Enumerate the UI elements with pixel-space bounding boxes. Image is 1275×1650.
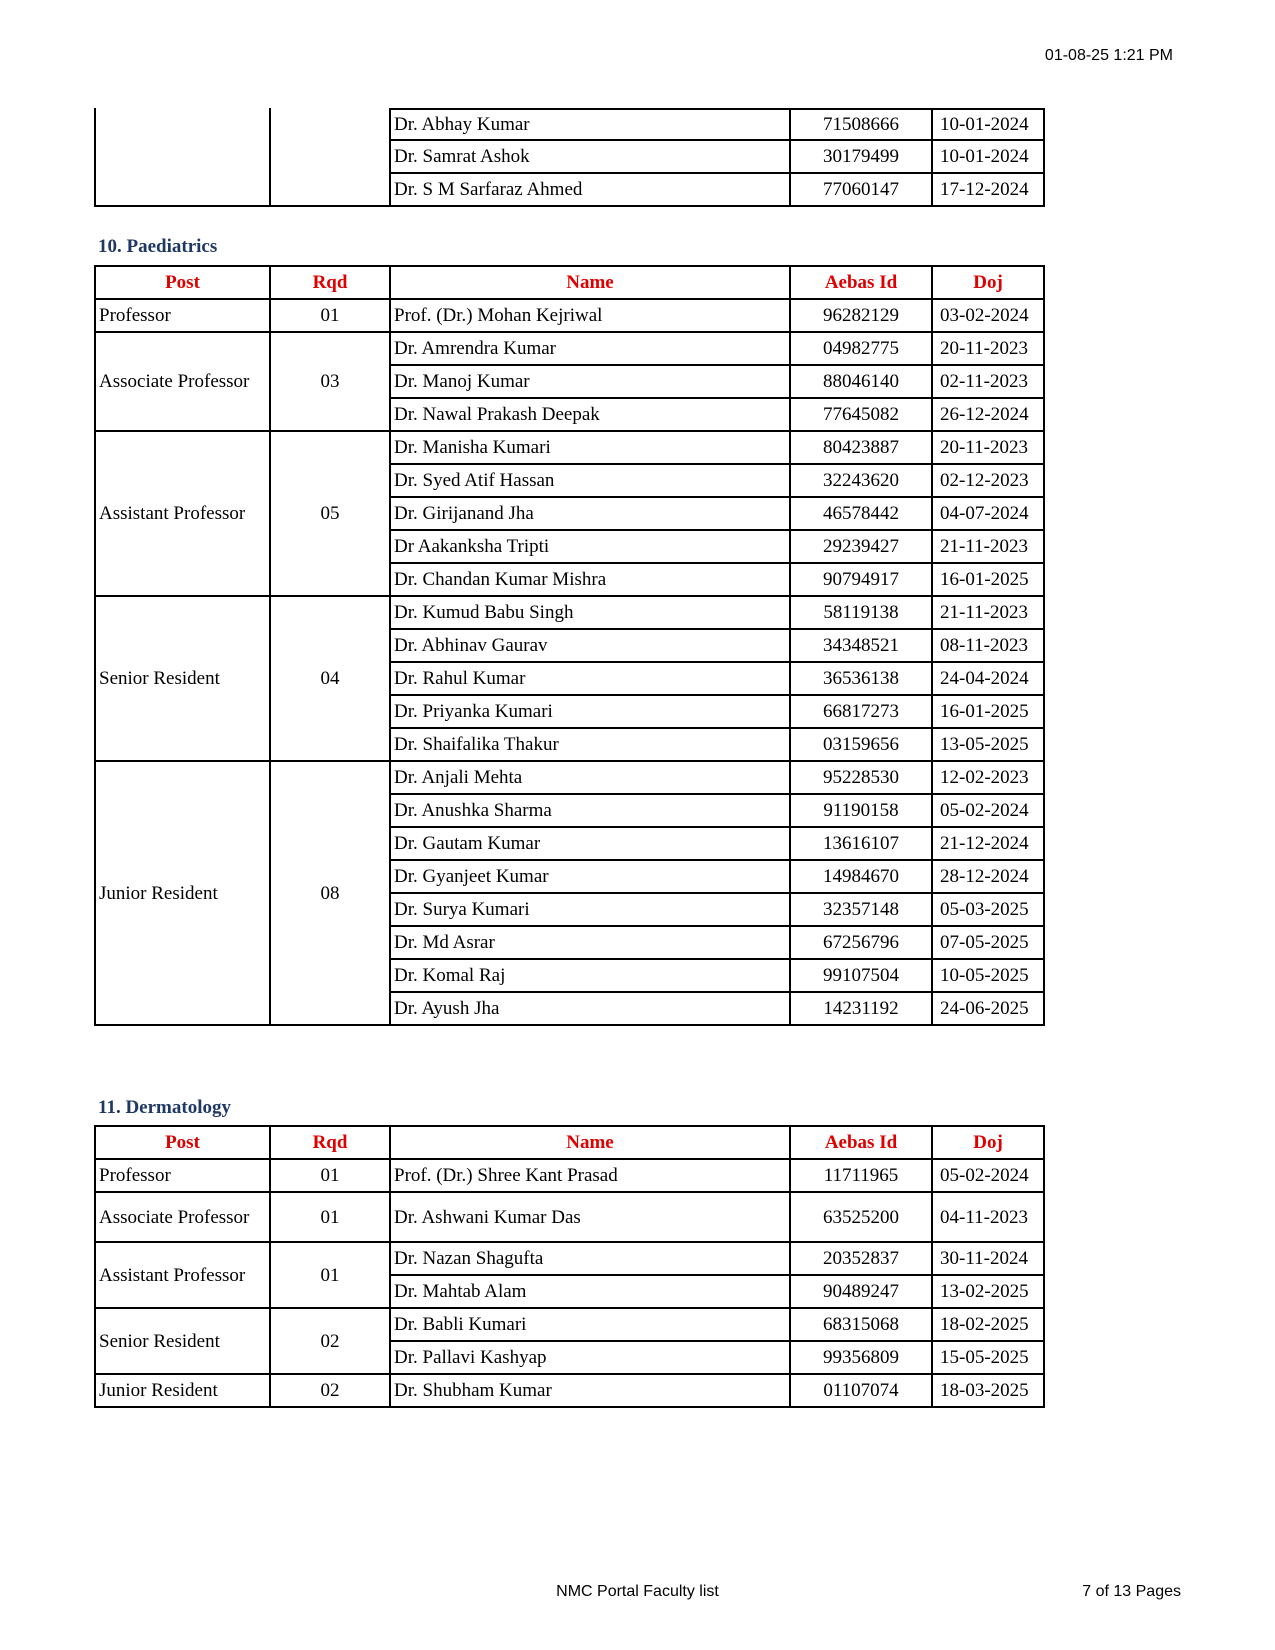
- name-cell: Dr. Priyanka Kumari: [391, 696, 791, 729]
- name-cell: Dr. Shubham Kumar: [391, 1375, 791, 1408]
- name-cell: Dr Aakanksha Tripti: [391, 531, 791, 564]
- name-cell: Dr. Ayush Jha: [391, 993, 791, 1026]
- rqd-cell: 02: [271, 1375, 391, 1408]
- aebas-id-cell: 01107074: [791, 1375, 933, 1408]
- doj-cell: 16-01-2025: [933, 696, 1045, 729]
- name-cell: Dr. Surya Kumari: [391, 894, 791, 927]
- name-cell: Prof. (Dr.) Shree Kant Prasad: [391, 1160, 791, 1193]
- doj-cell: 10-01-2024: [933, 141, 1045, 174]
- column-header-name: Name: [391, 1127, 791, 1160]
- aebas-id-cell: 14231192: [791, 993, 933, 1026]
- doj-cell: 04-11-2023: [933, 1193, 1045, 1243]
- post-cell: [96, 108, 271, 207]
- doj-cell: 13-02-2025: [933, 1276, 1045, 1309]
- doj-cell: 24-04-2024: [933, 663, 1045, 696]
- doj-cell: 15-05-2025: [933, 1342, 1045, 1375]
- name-cell: Prof. (Dr.) Mohan Kejriwal: [391, 300, 791, 333]
- doj-cell: 21-11-2023: [933, 531, 1045, 564]
- aebas-id-cell: 30179499: [791, 141, 933, 174]
- doj-cell: 20-11-2023: [933, 333, 1045, 366]
- faculty-table-paediatrics: [94, 265, 1045, 1026]
- column-header-doj: Doj: [933, 1127, 1045, 1160]
- doj-cell: 04-07-2024: [933, 498, 1045, 531]
- doj-cell: 26-12-2024: [933, 399, 1045, 432]
- doj-cell: 21-11-2023: [933, 597, 1045, 630]
- aebas-id-cell: 67256796: [791, 927, 933, 960]
- name-cell: Dr. Syed Atif Hassan: [391, 465, 791, 498]
- name-cell: Dr. Amrendra Kumar: [391, 333, 791, 366]
- name-cell: Dr. Nazan Shagufta: [391, 1243, 791, 1276]
- name-cell: Dr. Anushka Sharma: [391, 795, 791, 828]
- post-cell: Senior Resident: [96, 597, 271, 762]
- name-cell: Dr. Gyanjeet Kumar: [391, 861, 791, 894]
- aebas-id-cell: 99356809: [791, 1342, 933, 1375]
- column-header-aebas-id: Aebas Id: [791, 1127, 933, 1160]
- rqd-cell: 01: [271, 1193, 391, 1243]
- aebas-id-cell: 96282129: [791, 300, 933, 333]
- name-cell: Dr. Kumud Babu Singh: [391, 597, 791, 630]
- aebas-id-cell: 63525200: [791, 1193, 933, 1243]
- name-cell: Dr. Komal Raj: [391, 960, 791, 993]
- page-number: 7 of 13 Pages: [1082, 1583, 1181, 1600]
- rqd-cell: 01: [271, 1160, 391, 1193]
- aebas-id-cell: 99107504: [791, 960, 933, 993]
- faculty-table-continued: [94, 108, 1045, 207]
- post-cell: Associate Professor: [96, 333, 271, 432]
- aebas-id-cell: 29239427: [791, 531, 933, 564]
- aebas-id-cell: 03159656: [791, 729, 933, 762]
- faculty-table-dermatology: [94, 1125, 1045, 1408]
- post-cell: Professor: [96, 1160, 271, 1193]
- post-cell: Associate Professor: [96, 1193, 271, 1243]
- name-cell: Dr. Mahtab Alam: [391, 1276, 791, 1309]
- aebas-id-cell: 77060147: [791, 174, 933, 207]
- name-cell: Dr. Samrat Ashok: [391, 141, 791, 174]
- doj-cell: 24-06-2025: [933, 993, 1045, 1026]
- aebas-id-cell: 71508666: [791, 108, 933, 141]
- column-header-rqd: Rqd: [271, 1127, 391, 1160]
- name-cell: Dr. Nawal Prakash Deepak: [391, 399, 791, 432]
- doj-cell: 10-01-2024: [933, 108, 1045, 141]
- doj-cell: 07-05-2025: [933, 927, 1045, 960]
- aebas-id-cell: 32243620: [791, 465, 933, 498]
- doj-cell: 02-12-2023: [933, 465, 1045, 498]
- aebas-id-cell: 04982775: [791, 333, 933, 366]
- aebas-id-cell: 13616107: [791, 828, 933, 861]
- post-cell: Senior Resident: [96, 1309, 271, 1375]
- doj-cell: 17-12-2024: [933, 174, 1045, 207]
- doj-cell: 02-11-2023: [933, 366, 1045, 399]
- aebas-id-cell: 20352837: [791, 1243, 933, 1276]
- doj-cell: 05-02-2024: [933, 795, 1045, 828]
- rqd-cell: 03: [271, 333, 391, 432]
- aebas-id-cell: 46578442: [791, 498, 933, 531]
- doj-cell: 18-02-2025: [933, 1309, 1045, 1342]
- aebas-id-cell: 58119138: [791, 597, 933, 630]
- name-cell: Dr. Gautam Kumar: [391, 828, 791, 861]
- post-cell: Assistant Professor: [96, 432, 271, 597]
- name-cell: Dr. Manisha Kumari: [391, 432, 791, 465]
- column-header-post: Post: [96, 1127, 271, 1160]
- name-cell: Dr. Girijanand Jha: [391, 498, 791, 531]
- name-cell: Dr. Babli Kumari: [391, 1309, 791, 1342]
- aebas-id-cell: 32357148: [791, 894, 933, 927]
- post-cell: Professor: [96, 300, 271, 333]
- section-title-paediatrics: 10. Paediatrics: [98, 236, 218, 257]
- doj-cell: 05-03-2025: [933, 894, 1045, 927]
- doj-cell: 03-02-2024: [933, 300, 1045, 333]
- footer-title: NMC Portal Faculty list: [556, 1583, 719, 1600]
- column-header-rqd: Rqd: [271, 267, 391, 300]
- rqd-cell: 04: [271, 597, 391, 762]
- doj-cell: 30-11-2024: [933, 1243, 1045, 1276]
- name-cell: Dr. Rahul Kumar: [391, 663, 791, 696]
- section-title-dermatology: 11. Dermatology: [98, 1097, 231, 1118]
- aebas-id-cell: 95228530: [791, 762, 933, 795]
- rqd-cell: 01: [271, 300, 391, 333]
- doj-cell: 21-12-2024: [933, 828, 1045, 861]
- aebas-id-cell: 66817273: [791, 696, 933, 729]
- doj-cell: 13-05-2025: [933, 729, 1045, 762]
- column-header-name: Name: [391, 267, 791, 300]
- rqd-cell: 02: [271, 1309, 391, 1375]
- aebas-id-cell: 88046140: [791, 366, 933, 399]
- doj-cell: 05-02-2024: [933, 1160, 1045, 1193]
- doj-cell: 18-03-2025: [933, 1375, 1045, 1408]
- doj-cell: 08-11-2023: [933, 630, 1045, 663]
- column-header-doj: Doj: [933, 267, 1045, 300]
- aebas-id-cell: 36536138: [791, 663, 933, 696]
- name-cell: Dr. Manoj Kumar: [391, 366, 791, 399]
- rqd-cell: 01: [271, 1243, 391, 1309]
- name-cell: Dr. Shaifalika Thakur: [391, 729, 791, 762]
- column-header-post: Post: [96, 267, 271, 300]
- aebas-id-cell: 90489247: [791, 1276, 933, 1309]
- dermatology-table-clip: [90, 1125, 1050, 1426]
- rqd-cell: 05: [271, 432, 391, 597]
- aebas-id-cell: 11711965: [791, 1160, 933, 1193]
- column-header-aebas-id: Aebas Id: [791, 267, 933, 300]
- name-cell: Dr. Md Asrar: [391, 927, 791, 960]
- aebas-id-cell: 80423887: [791, 432, 933, 465]
- name-cell: Dr. Pallavi Kashyap: [391, 1342, 791, 1375]
- name-cell: Dr. Abhay Kumar: [391, 108, 791, 141]
- aebas-id-cell: 14984670: [791, 861, 933, 894]
- doj-cell: 16-01-2025: [933, 564, 1045, 597]
- name-cell: Dr. Chandan Kumar Mishra: [391, 564, 791, 597]
- doj-cell: 20-11-2023: [933, 432, 1045, 465]
- aebas-id-cell: 34348521: [791, 630, 933, 663]
- rqd-cell: 08: [271, 762, 391, 1026]
- name-cell: Dr. S M Sarfaraz Ahmed: [391, 174, 791, 207]
- doj-cell: 28-12-2024: [933, 861, 1045, 894]
- aebas-id-cell: 91190158: [791, 795, 933, 828]
- aebas-id-cell: 90794917: [791, 564, 933, 597]
- doj-cell: 10-05-2025: [933, 960, 1045, 993]
- name-cell: Dr. Abhinav Gaurav: [391, 630, 791, 663]
- rqd-cell: [271, 108, 391, 207]
- post-cell: Junior Resident: [96, 1375, 271, 1408]
- aebas-id-cell: 77645082: [791, 399, 933, 432]
- doj-cell: 12-02-2023: [933, 762, 1045, 795]
- name-cell: Dr. Anjali Mehta: [391, 762, 791, 795]
- print-timestamp: 01-08-25 1:21 PM: [1044, 47, 1173, 64]
- aebas-id-cell: 68315068: [791, 1309, 933, 1342]
- name-cell: Dr. Ashwani Kumar Das: [391, 1193, 791, 1243]
- post-cell: Assistant Professor: [96, 1243, 271, 1309]
- post-cell: Junior Resident: [96, 762, 271, 1026]
